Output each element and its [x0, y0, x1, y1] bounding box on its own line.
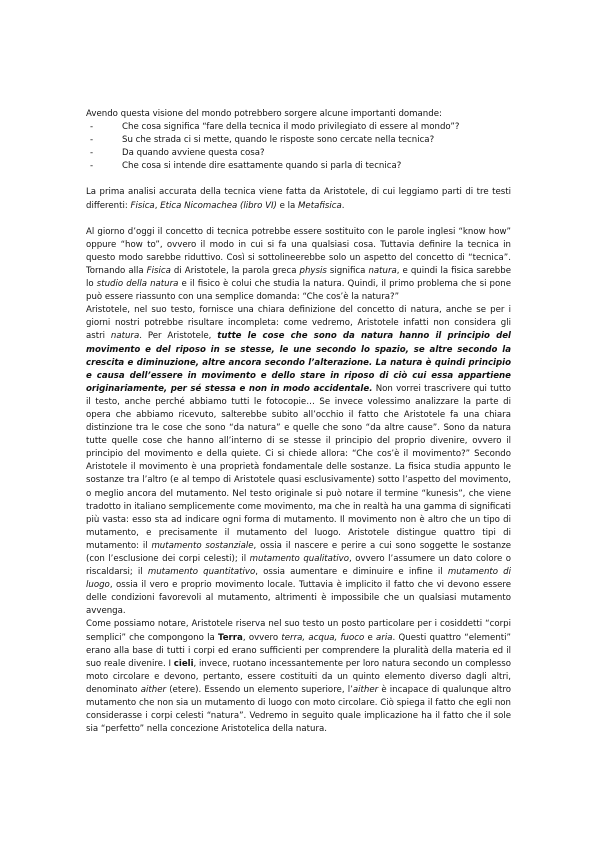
- question-text: Che cosa significa “fare della tecnica il modo privilegiato di essere al mondo”?: [122, 122, 460, 133]
- question-list: [86, 121, 511, 173]
- question-text: Da quando avviene questa cosa?: [122, 148, 265, 159]
- question-item: [86, 121, 511, 134]
- paragraph-know-how: Al giorno d’oggi il concetto di tecnica potrebbe essere sostituito con le parole inglesi “know how” oppure “how to”, ovvero il modo in cui si fa una qualsiasi cosa. Tuttavia definire la tecnica in questo modo sarebbe riduttivo. Così si sottolineerebbe solo un aspetto del concetto di “tecnica”. Tornando alla Fisica di Aristotele, la parola greca physis significa natura, e quindi la fisica sarebbe lo studio della natura e il fisico è colui che studia la natura. Quindi, il primo problema che si pone può essere riassunto con una semplice domanda: “Che cos’è la natura?”: [86, 226, 511, 303]
- bullet-dash: -: [90, 122, 94, 133]
- paragraph-nature-definition: Aristotele, nel suo testo, fornisce una chiara definizione del concetto di natura, anche se per i giorni nostri potrebbe risultare incompleta: come vedremo, Aristotele infatti non considera gli astri natura. Per Aristotele, tutte le cose che sono da natura hanno il principio del movimento e del riposo in se stesse, le une secondo lo spazio, se altre secondo la crescita e diminuzione, altre ancora secondo l’alterazione. La natura è quindi principio e causa dell’essere in movimento e dello stare in riposo di ciò cui essa appartiene originariamente, per sé stessa e non in modo accidentale. Non vorrei trascrivere qui tutto il testo, anche perché abbiamo tutti le fotocopie… Se invece volessimo analizzare la parte di opera che abbiamo ricevuto, salterebbe subito all’occhio il fatto che Aristotele fa una chiara distinzione tra le cose che sono “da natura” e quelle che sono “da altre cause”. Sono da natura tutte quelle cose che hanno all’interno di se stesse il principio del proprio divenire, ovvero il principio del movimento e della quiete. Ci si chiede allora: “Che cos’è il movimento?” Secondo Aristotele il movimento è una proprietà fondamentale delle sostanze. La fisica studia appunto le sostanze tra l’altro (e al tempo di Aristotele quasi esclusivamente) sotto l’aspetto del movimento, o meglio ancora del mutamento. Nel testo originale si può notare il termine “kunesis”, che viene tradotto in italiano semplicemente come movimento, ma che in realtà ha una gamma di significati più vasta: esso sta ad indicare ogni forma di mutamento. Il movimento non è altro che un tipo di mutamento, e precisamente il mutamento del luogo. Aristotele distingue quattro tipi di mutamento: il mutamento sostanziale, ossia il nascere e perire a cui sono soggette le sostanze (con l’esclusione dei corpi celesti); il mutamento qualitativo, ovvero l’assumere un dato colore o riscaldarsi; il mutamento quantitativo, ossia aumentare e diminuire e infine il mutamento di luogo, ossia il vero e proprio movimento locale. Tuttavia è implicito il fatto che vi devono essere delle condizioni favorevoli al mutamento, altrimenti è impossibile che un qualsiasi mutamento avvenga.: [86, 305, 512, 617]
- question-item: [86, 134, 511, 147]
- paragraph-aristotle-texts: La prima analisi accurata della tecnica viene fatta da Aristotele, di cui leggiamo parti di tre testi differenti: Fisica, Etica Nicomachea (libro VI) e la Metafisica.: [86, 187, 511, 211]
- question-text: Su che strada ci si mette, quando le risposte sono cercate nella tecnica?: [122, 135, 435, 146]
- bullet-dash: -: [90, 161, 94, 172]
- paragraph-simple-bodies: Come possiamo notare, Aristotele riserva nel suo testo un posto particolare per i cosiddetti “corpi semplici” che compongono la Terra, ovvero terra, acqua, fuoco e aria. Questi quattro “elementi” erano alla base di tutti i corpi ed erano sufficienti per comprendere la pluralità della materia ed il suo reale divenire. I cieli, invece, ruotano incessantemente per loro natura secondo un complesso moto circolare e devono, pertanto, essere costituiti da un quinto elemento diverso dagli altri, denominato aither (etere). Essendo un elemento superiore, l’aither è incapace di qualunque altro mutamento che non sia un mutamento di luogo con moto circolare. Ciò spiega il fatto che egli non considerasse i corpi celesti “natura”. Vedremo in seguito quale implicazione ha il fatto che il sole sia “perfetto” nella concezione Aristotelica della natura.: [86, 619, 511, 735]
- bullet-dash: -: [90, 135, 94, 146]
- question-item: [86, 160, 511, 173]
- intro-sentence: Avendo questa visione del mondo potrebbero sorgere alcune importanti domande:: [86, 109, 442, 119]
- document-page: [86, 108, 511, 736]
- question-text: Che cosa si intende dire esattamente quando si parla di tecnica?: [122, 161, 402, 172]
- bullet-dash: -: [90, 148, 94, 159]
- question-item: [86, 147, 511, 160]
